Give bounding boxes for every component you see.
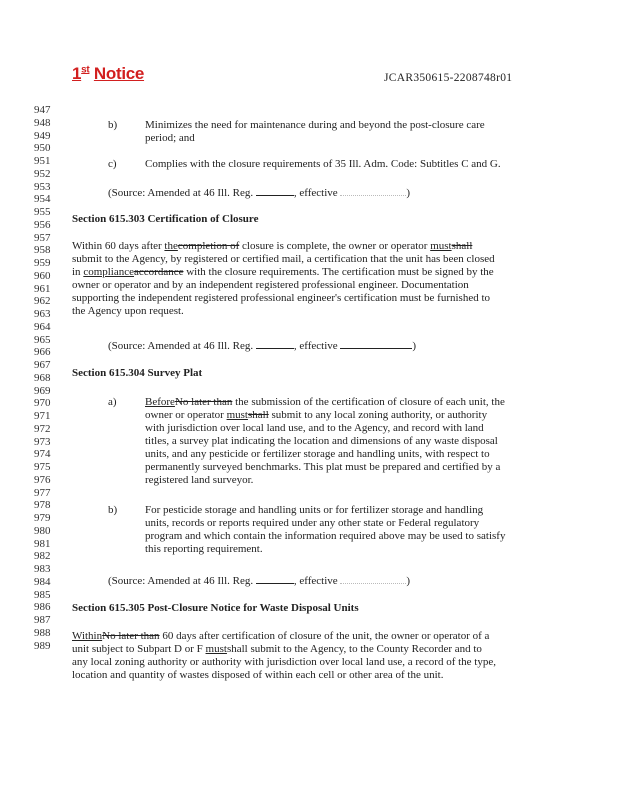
line-number: 958 <box>34 244 51 257</box>
line-number: 980 <box>34 524 51 537</box>
source-note: (Source: Amended at 46 Ill. Reg. , effective ) <box>108 575 411 587</box>
item-c-label: c) <box>108 158 117 170</box>
section-303-line6: the Agency upon request. <box>72 305 184 317</box>
item-b-line4: this reporting requirement. <box>145 543 263 555</box>
line-number: 985 <box>34 588 51 601</box>
section-303-line1: Within 60 days after thecompletion of closure is complete, the owner or operator mustshall <box>72 240 473 252</box>
section-305-line1: WithinNo later than 60 days after certification of closure of the unit, the owner or operator of a <box>72 630 490 642</box>
line-number: 971 <box>34 410 51 422</box>
line-number: 975 <box>34 461 51 473</box>
document-id: JCAR350615-2208748r01 <box>384 72 513 84</box>
item-b-line2: units, records or reports required under any other state or Federal regulatory <box>145 517 480 529</box>
section-305-line2: unit subject to Subpart D or F mustshall submit to the Agency, to the County Recorder and to <box>72 643 482 655</box>
line-number: 986 <box>34 601 51 614</box>
item-b-line1: For pesticide storage and handling units or for fertilizer storage and handling <box>145 504 484 516</box>
section-305-heading: Section 615.305 Post-Closure Notice for Waste Disposal Units <box>72 602 359 614</box>
line-number: 973 <box>34 435 51 448</box>
line-number: 961 <box>34 282 51 295</box>
section-303-heading: Section 615.303 Certification of Closure <box>72 213 259 225</box>
line-number: 981 <box>34 537 51 550</box>
item-b-line3: program and which contain the information required above may be used to satisfy <box>145 530 506 542</box>
line-number: 976 <box>34 473 51 486</box>
item-a-line3: with jurisdiction over local land use, and to the Agency, and record with land <box>145 422 484 434</box>
reg-blank <box>256 186 294 196</box>
line-number: 952 <box>34 167 51 180</box>
section-303-line4: owner or operator and by an independent registered professional engineer. Documentation <box>72 279 469 291</box>
line-number: 977 <box>34 486 51 499</box>
effective-blank <box>340 574 406 584</box>
line-number: 957 <box>34 231 51 244</box>
line-number: 954 <box>34 193 51 206</box>
line-number: 972 <box>34 422 51 435</box>
line-number: 979 <box>34 512 51 524</box>
item-b-label: b) <box>108 119 118 131</box>
section-305-line3: any local zoning authority or authority with jurisdiction over local land use, a record of the type, <box>72 656 496 668</box>
item-a-line4: titles, a survey plat indicating the location and dimensions of any waste disposal <box>145 435 498 447</box>
notice-word: Notice <box>93 64 145 83</box>
line-number: 949 <box>34 129 51 142</box>
line-number: 960 <box>34 269 51 282</box>
line-number: 969 <box>34 384 51 397</box>
line-number: 984 <box>34 575 51 588</box>
section-303-line3: in complianceaccordance with the closure requirements. The certification must be signed by the <box>72 266 494 278</box>
line-number: 966 <box>34 346 51 359</box>
section-303-line2: submit to the Agency, by registered or certified mail, a certification that the unit has been closed <box>72 253 495 265</box>
line-number: 953 <box>34 180 51 193</box>
line-number: 967 <box>34 359 51 371</box>
item-a-line5: units, and any pesticide or fertilizer storage and handling units, with respect to <box>145 448 490 460</box>
line-number: 964 <box>34 320 51 333</box>
line-number: 959 <box>34 257 51 269</box>
line-number: 968 <box>34 371 51 384</box>
line-number: 983 <box>34 563 51 575</box>
source-note: (Source: Amended at 46 Ill. Reg. , effective ) <box>108 340 417 352</box>
line-number: 951 <box>34 155 51 167</box>
line-number: 962 <box>34 295 51 308</box>
line-number: 970 <box>34 397 51 410</box>
item-b-text-line1: Minimizes the need for maintenance during and beyond the post-closure care <box>145 119 485 131</box>
section-304-heading: Section 615.304 Survey Plat <box>72 367 203 379</box>
item-a-line7: registered land surveyor. <box>145 474 254 486</box>
line-number: 950 <box>34 142 51 155</box>
line-number: 989 <box>34 639 51 652</box>
effective-blank <box>340 339 412 349</box>
effective-blank <box>340 186 406 196</box>
line-number: 988 <box>34 626 51 639</box>
item-a-label: a) <box>108 396 117 408</box>
item-b-text-line2: period; and <box>145 132 195 144</box>
line-number: 947 <box>34 104 51 116</box>
item-a-line1: BeforeNo later than the submission of the certification of closure of each unit, the <box>145 396 505 408</box>
line-number: 955 <box>34 206 51 218</box>
line-number: 963 <box>34 308 51 320</box>
line-number: 978 <box>34 499 51 512</box>
line-number: 987 <box>34 614 51 626</box>
section-303-line5: supporting the independent registered professional engineer's certification must be furnished to <box>72 292 491 304</box>
item-c-text: Complies with the closure requirements of 35 Ill. Adm. Code: Subtitles C and G. <box>145 158 501 170</box>
notice-number: 1 <box>72 64 82 83</box>
line-number: 956 <box>34 218 51 231</box>
line-number: 974 <box>34 448 51 461</box>
notice-ordinal: st <box>81 64 90 76</box>
source-note: (Source: Amended at 46 Ill. Reg. , effective ) <box>108 187 411 199</box>
item-b-label: b) <box>108 504 118 516</box>
reg-blank <box>256 574 294 584</box>
line-number: 982 <box>34 550 51 563</box>
notice-label <box>72 64 144 84</box>
section-305-line4: location and quantity of wastes disposed of within each cell or other area of the unit. <box>72 669 444 681</box>
item-a-line6: permanently surveyed benchmarks. This plat must be prepared and certified by a <box>145 461 501 473</box>
line-number: 965 <box>34 333 51 346</box>
line-number: 948 <box>34 116 51 129</box>
reg-blank <box>256 339 294 349</box>
item-a-line2: owner or operator mustshall submit to any local zoning authority, or authority <box>145 409 488 421</box>
